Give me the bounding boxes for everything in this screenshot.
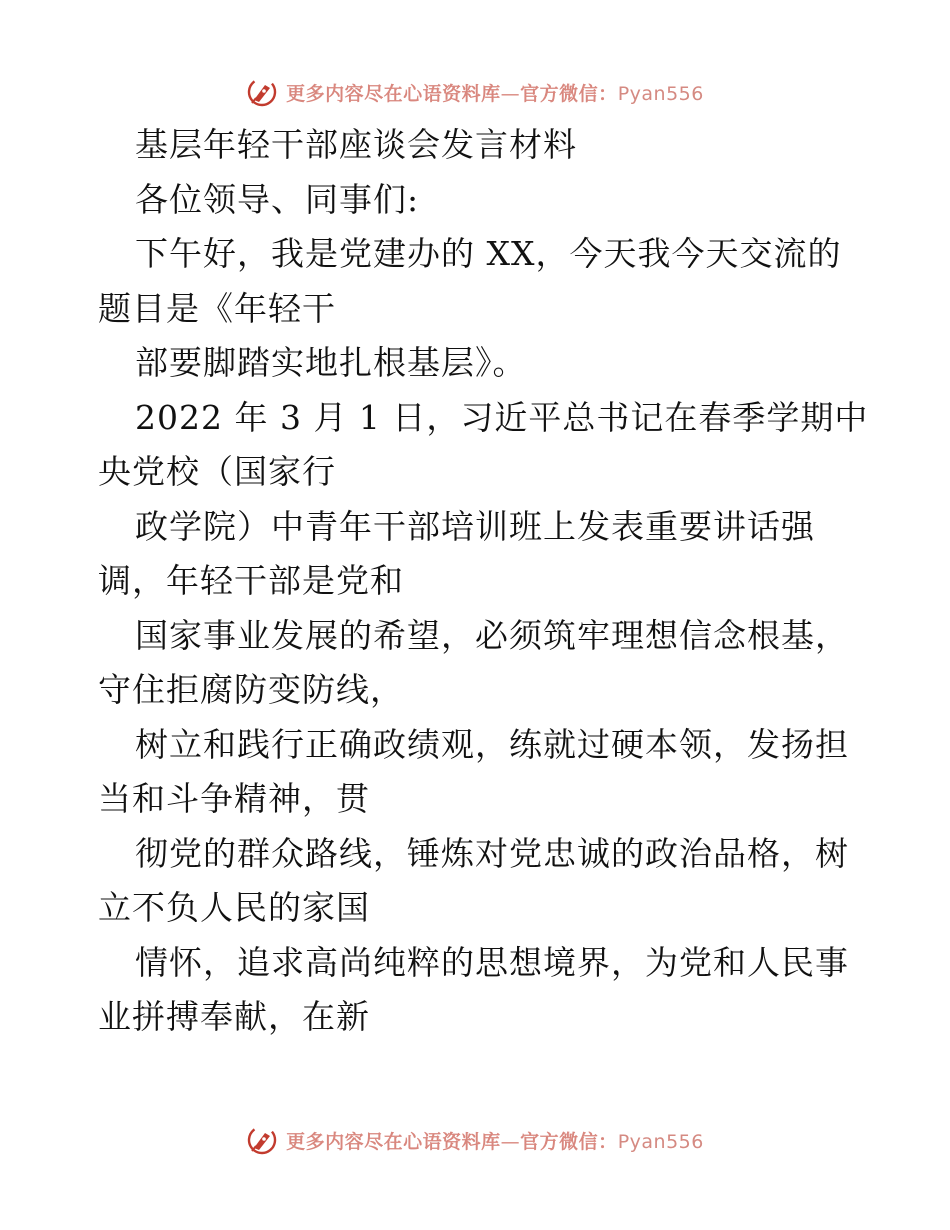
paragraph-line: 彻党的群众路线，锤炼对党忠诚的政治品格，树 [135,833,849,873]
paragraph-line: 政学院）中青年干部培训班上发表重要讲话强 [135,506,815,546]
paragraph-line: 国家事业发展的希望，必须筑牢理想信念根基， [135,615,849,655]
paragraph-line: 调，年轻干部是党和 [98,561,404,600]
paragraph-line: 央党校（国家行 [98,452,336,491]
pen-nib-logo-icon [246,1124,278,1156]
paragraph-line: 当和斗争精神，贯 [98,779,370,818]
paragraph-line: 立不负人民的家国 [98,888,370,927]
footer-watermark-banner [0,1120,950,1160]
document-title: 基层年轻干部座谈会发言材料 [135,125,577,164]
paragraph-line: 守住拒腐防变防线， [98,670,404,709]
header-watermark-banner [0,72,950,112]
paragraph-line: 部要脚踏实地扎根基层》。 [135,343,527,382]
salutation: 各位领导、同事们: [135,179,420,219]
paragraph-line: 2022 年 3 月 1 日，习近平总书记在春季学期中 [135,397,869,437]
paragraph-line: 题目是《年轻干 [98,288,336,328]
paragraph-line: 业拼搏奉献，在新 [98,997,370,1036]
banner-text: 更多内容尽在心语资料库—官方微信：Pyan556 [286,82,704,105]
paragraph-line: 下午好，我是党建办的 XX，今天我今天交流的 [135,234,842,273]
banner-text: 更多内容尽在心语资料库—官方微信：Pyan556 [286,1130,704,1153]
document-body [98,118,868,1045]
pen-nib-logo-icon [246,76,278,108]
paragraph-line: 树立和践行正确政绩观，练就过硬本领，发扬担 [135,724,849,764]
paragraph-line: 情怀，追求高尚纯粹的思想境界，为党和人民事 [135,942,849,982]
